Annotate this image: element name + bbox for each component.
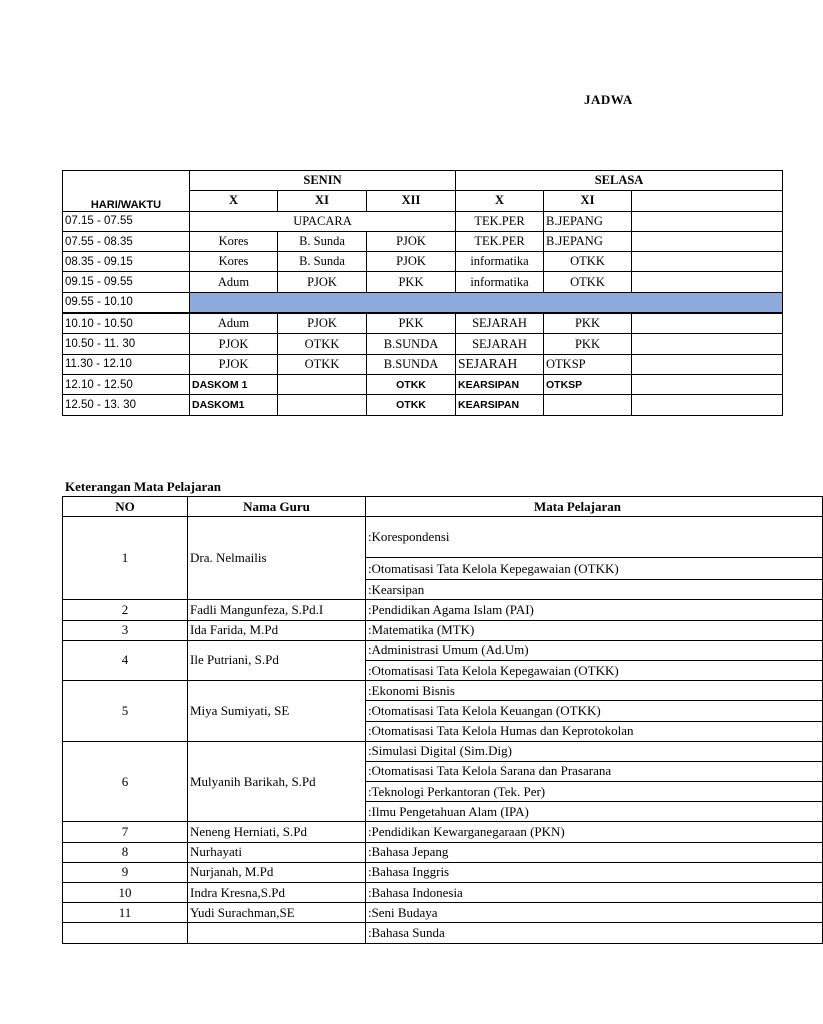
subject-name: Otomatisasi Tata Kelola Kepegawaian (OTKK)	[372, 558, 823, 580]
colon-separator: :	[366, 558, 372, 580]
teacher-number: 8	[63, 842, 188, 862]
table-row	[63, 600, 823, 620]
subject-cell: B.JEPANG	[544, 231, 632, 251]
subject-cell: PKK	[544, 334, 632, 354]
day-header-selasa: SELASA	[456, 171, 783, 191]
table-row	[63, 395, 783, 415]
header-hari-waktu: HARI/WAKTU	[63, 171, 190, 212]
table-row	[63, 741, 823, 761]
legend-table	[62, 496, 823, 944]
subject-cell: DASKOM 1	[190, 374, 278, 394]
header-mata-pelajaran: Mata Pelajaran	[366, 497, 823, 517]
colon-separator: :	[366, 802, 372, 822]
subject-name: Otomatisasi Tata Kelola Kepegawaian (OTKK)	[372, 660, 823, 680]
table-row	[63, 842, 823, 862]
table-row	[63, 923, 823, 943]
colon-separator: :	[366, 862, 372, 882]
subject-cell: PJOK	[367, 252, 456, 272]
subject-cell: PJOK	[278, 313, 367, 334]
teacher-number: 11	[63, 903, 188, 923]
colon-separator: :	[366, 883, 372, 903]
subject-name: Bahasa Jepang	[372, 842, 823, 862]
subject-cell	[278, 395, 367, 415]
subject-cell: SEJARAH	[456, 354, 544, 374]
teacher-number: 6	[63, 741, 188, 822]
time-cell: 08.35 - 09.15	[63, 252, 190, 272]
day-header-senin: SENIN	[190, 171, 456, 191]
subject-cell: OTKSP	[544, 354, 632, 374]
subject-cell: B. Sunda	[278, 231, 367, 251]
subject-name: Ekonomi Bisnis	[372, 681, 823, 701]
time-cell: 07.55 - 08.35	[63, 231, 190, 251]
class-header: XII	[367, 191, 456, 211]
class-header-empty	[632, 191, 783, 211]
teacher-number: 9	[63, 862, 188, 882]
subject-cell: Adum	[190, 313, 278, 334]
subject-cell	[278, 374, 367, 394]
time-cell: 12.10 - 12.50	[63, 374, 190, 394]
subject-cell: Adum	[190, 272, 278, 292]
subject-cell: KEARSIPAN	[456, 395, 544, 415]
subject-cell: PJOK	[190, 334, 278, 354]
legend-table-container	[62, 496, 632, 956]
subject-name: Otomatisasi Tata Kelola Sarana dan Prasarana	[372, 761, 823, 781]
teacher-name: Nurhayati	[188, 842, 366, 862]
subject-cell: Kores	[190, 252, 278, 272]
subject-cell: informatika	[456, 272, 544, 292]
subject-cell: OTKK	[278, 354, 367, 374]
teacher-name	[188, 923, 366, 943]
teacher-name: Dra. Nelmailis	[188, 517, 366, 600]
teacher-name: Mulyanih Barikah, S.Pd	[188, 741, 366, 822]
subject-cell: B.JEPANG	[544, 211, 632, 231]
time-cell: 10.10 - 10.50	[63, 313, 190, 334]
teacher-name: Neneng Herniati, S.Pd	[188, 822, 366, 842]
subject-name: Administrasi Umum (Ad.Um)	[372, 640, 823, 660]
colon-separator: :	[366, 580, 372, 600]
legend-title: Keterangan Mata Pelajaran	[65, 479, 221, 494]
header-no: NO	[63, 497, 188, 517]
subject-cell: TEK.PER	[456, 231, 544, 251]
subject-cell: PKK	[367, 272, 456, 292]
subject-name: Bahasa Inggris	[372, 862, 823, 882]
subject-name: Otomatisasi Tata Kelola Keuangan (OTKK)	[372, 701, 823, 721]
class-header: X	[456, 191, 544, 211]
schedule-table-container	[62, 170, 644, 420]
colon-separator: :	[366, 660, 372, 680]
table-row	[63, 620, 823, 640]
subject-name: Simulasi Digital (Sim.Dig)	[372, 741, 823, 761]
table-row	[63, 822, 823, 842]
subject-cell: OTKK	[367, 374, 456, 394]
subject-name: Kearsipan	[372, 580, 823, 600]
table-row	[63, 354, 783, 374]
teacher-name: Yudi Surachman,SE	[188, 903, 366, 923]
teacher-number	[63, 923, 188, 943]
teacher-name: Miya Sumiyati, SE	[188, 681, 366, 742]
colon-separator: :	[366, 620, 372, 640]
table-row	[63, 903, 823, 923]
subject-name: Bahasa Indonesia	[372, 883, 823, 903]
colon-separator: :	[366, 903, 372, 923]
time-cell: 09.55 - 10.10	[63, 292, 190, 313]
subject-cell: PJOK	[278, 272, 367, 292]
teacher-number: 10	[63, 883, 188, 903]
subject-cell: B. Sunda	[278, 252, 367, 272]
table-row	[63, 334, 783, 354]
colon-separator: :	[366, 640, 372, 660]
colon-separator: :	[366, 761, 372, 781]
time-cell: 10.50 - 11. 30	[63, 334, 190, 354]
subject-cell	[544, 395, 632, 415]
table-row-break	[63, 292, 783, 313]
table-row	[63, 640, 823, 660]
subject-name: Teknologi Perkantoran (Tek. Per)	[372, 782, 823, 802]
teacher-name: Indra Kresna,S.Pd	[188, 883, 366, 903]
teacher-number: 3	[63, 620, 188, 640]
subject-cell: PKK	[367, 313, 456, 334]
table-row	[63, 231, 783, 251]
teacher-number: 7	[63, 822, 188, 842]
colon-separator: :	[366, 842, 372, 862]
colon-separator: :	[366, 600, 372, 620]
subject-cell: TEK.PER	[456, 211, 544, 231]
table-row	[63, 883, 823, 903]
subject-cell: KEARSIPAN	[456, 374, 544, 394]
teacher-name: Ile Putriani, S.Pd	[188, 640, 366, 680]
subject-cell: Kores	[190, 231, 278, 251]
colon-separator: :	[366, 923, 372, 943]
schedule-table	[62, 170, 783, 416]
colon-separator: :	[366, 822, 372, 842]
teacher-name: Ida Farida, M.Pd	[188, 620, 366, 640]
table-row	[63, 374, 783, 394]
subject-cell: PKK	[544, 313, 632, 334]
subject-cell: DASKOM1	[190, 395, 278, 415]
table-row	[63, 517, 823, 558]
subject-name: Matematika (MTK)	[372, 620, 823, 640]
subject-cell: OTKSP	[544, 374, 632, 394]
subject-cell: OTKK	[278, 334, 367, 354]
table-row	[63, 252, 783, 272]
subject-cell: OTKK	[544, 252, 632, 272]
colon-separator: :	[366, 782, 372, 802]
subject-name: Otomatisasi Tata Kelola Humas dan Keprotokolan	[372, 721, 823, 741]
teacher-name: Fadli Mangunfeza, S.Pd.I	[188, 600, 366, 620]
teacher-number: 2	[63, 600, 188, 620]
subject-cell: PJOK	[367, 231, 456, 251]
break-cell	[190, 292, 783, 313]
subject-name: Pendidikan Agama Islam (PAI)	[372, 600, 823, 620]
table-row	[63, 313, 783, 334]
subject-cell: SEJARAH	[456, 313, 544, 334]
header-nama-guru: Nama Guru	[188, 497, 366, 517]
subject-name: Ilmu Pengetahuan Alam (IPA)	[372, 802, 823, 822]
table-row	[63, 272, 783, 292]
colon-separator: :	[366, 741, 372, 761]
time-cell: 07.15 - 07.55	[63, 211, 190, 231]
subject-name: Korespondensi	[372, 517, 823, 558]
subject-cell: OTKK	[544, 272, 632, 292]
colon-separator: :	[366, 517, 372, 558]
table-row	[63, 211, 783, 231]
subject-cell: informatika	[456, 252, 544, 272]
subject-name: Seni Budaya	[372, 903, 823, 923]
colon-separator: :	[366, 721, 372, 741]
subject-name: Bahasa Sunda	[372, 923, 823, 943]
teacher-number: 5	[63, 681, 188, 742]
time-cell: 11.30 - 12.10	[63, 354, 190, 374]
subject-cell: B.SUNDA	[367, 334, 456, 354]
teacher-number: 4	[63, 640, 188, 680]
class-header: XI	[544, 191, 632, 211]
time-cell: 12.50 - 13. 30	[63, 395, 190, 415]
page-title: JADWA	[584, 92, 633, 107]
teacher-number: 1	[63, 517, 188, 600]
class-header: X	[190, 191, 278, 211]
table-row	[63, 681, 823, 701]
subject-cell: OTKK	[367, 395, 456, 415]
subject-name: Pendidikan Kewarganegaraan (PKN)	[372, 822, 823, 842]
subject-cell: B.SUNDA	[367, 354, 456, 374]
colon-separator: :	[366, 701, 372, 721]
class-header: XI	[278, 191, 367, 211]
teacher-name: Nurjanah, M.Pd	[188, 862, 366, 882]
subject-cell: PJOK	[190, 354, 278, 374]
time-cell: 09.15 - 09.55	[63, 272, 190, 292]
colon-separator: :	[366, 681, 372, 701]
table-row	[63, 862, 823, 882]
subject-cell: SEJARAH	[456, 334, 544, 354]
upacara-cell: UPACARA	[190, 211, 456, 231]
